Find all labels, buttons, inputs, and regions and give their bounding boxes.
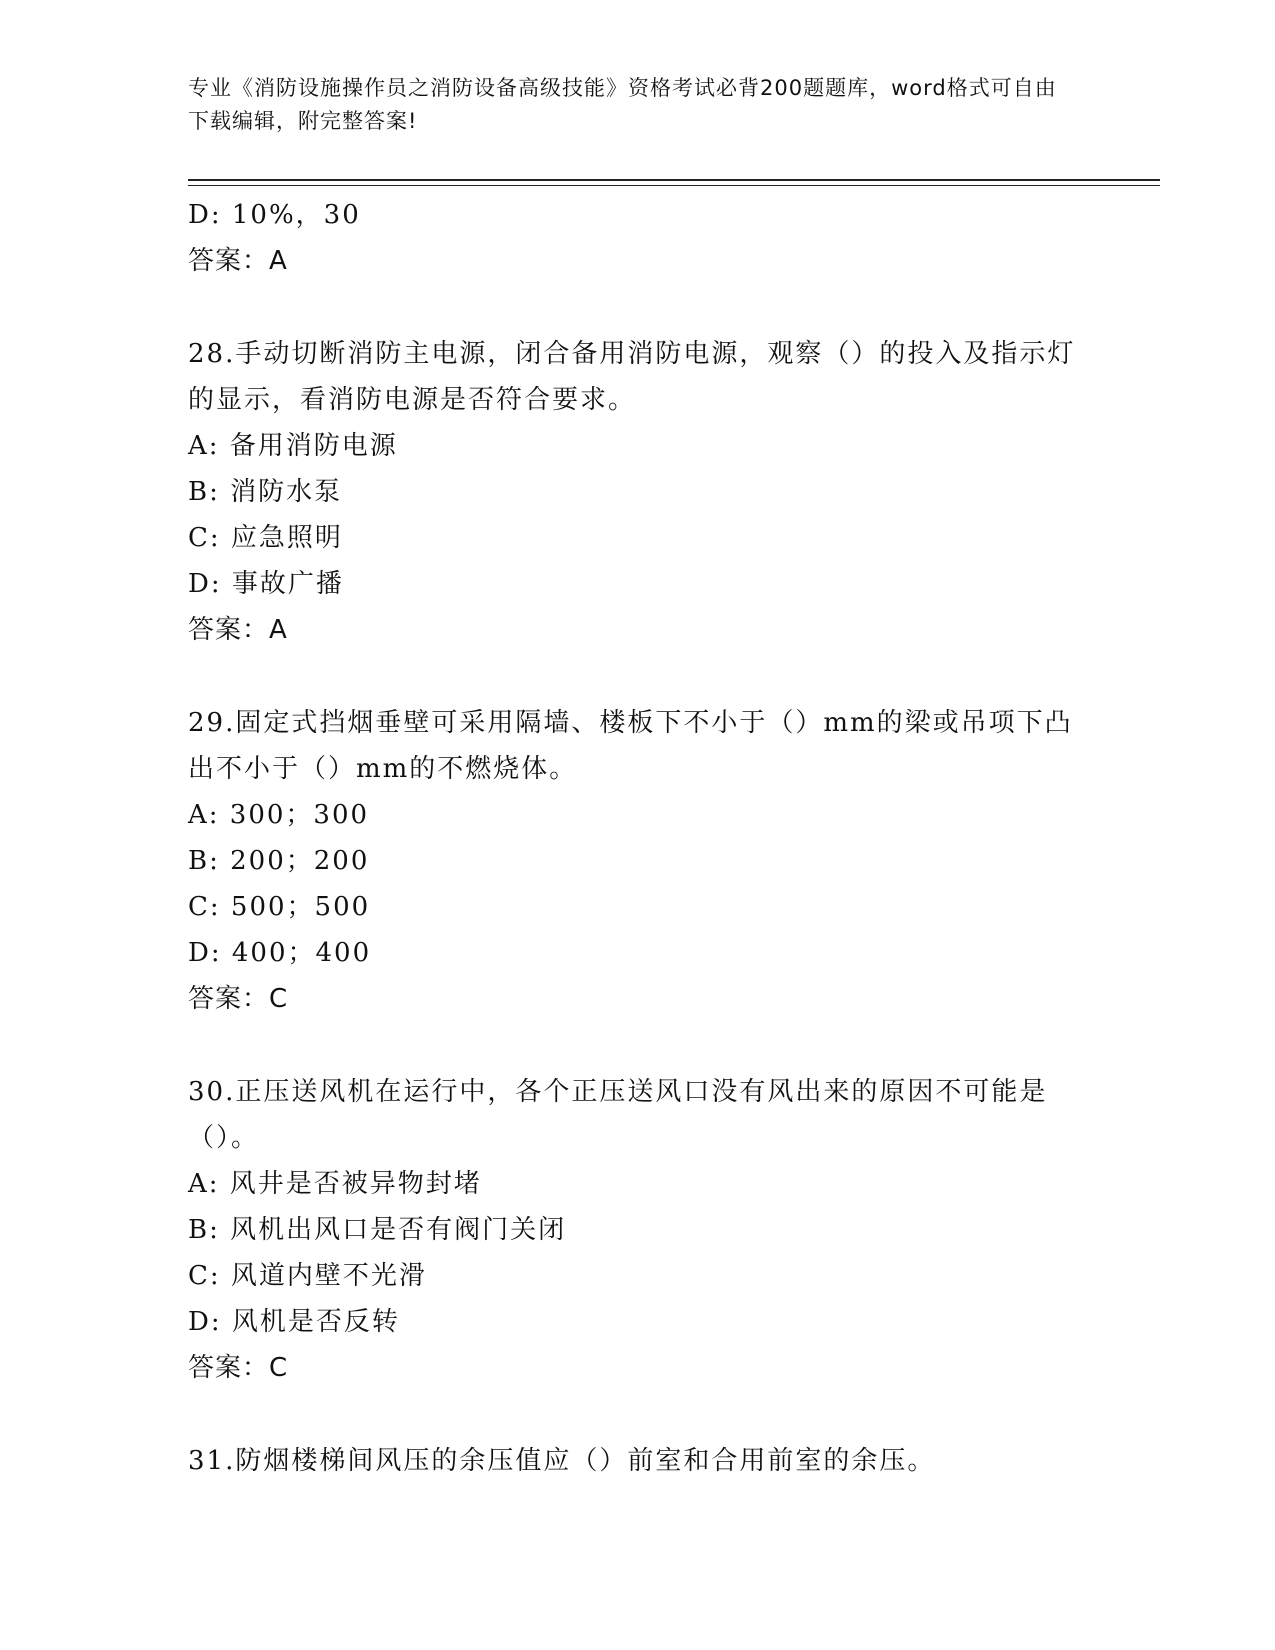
option-d: D: 风机是否反转 [188,1307,400,1337]
option-c: C: 500；500 [188,892,371,922]
option-a: A: 风井是否被异物封堵 [188,1169,482,1199]
page-header: 专业《消防设施操作员之消防设备高级技能》资格考试必背200题题库，word格式可自由下载编辑，附完整答案! [188,76,1057,133]
option-a: A: 备用消防电源 [188,431,398,461]
option-a: A: 300；300 [188,800,370,830]
option-b: B: 消防水泵 [188,477,343,507]
question-29 [188,700,1088,1022]
question-stem: 30.正压送风机在运行中，各个正压送风口没有风出来的原因不可能是（）。 [188,1077,1048,1153]
answer-line: 答案：A [188,246,288,276]
option-d: D: 400；400 [188,938,372,968]
question-27-tail [188,192,1088,284]
option-d: D: 10%，30 [188,200,361,230]
answer-line: 答案：C [188,984,289,1014]
option-c: C: 应急照明 [188,523,343,553]
option-b: B: 200；200 [188,846,370,876]
question-stem: 28.手动切断消防主电源，闭合备用消防电源，观察（）的投入及指示灯的显示，看消防电源是否符合要求。 [188,339,1076,415]
answer-line: 答案：A [188,615,288,645]
header-divider [188,179,1160,181]
question-31 [188,1438,1088,1484]
question-28 [188,331,1088,653]
option-d: D: 事故广播 [188,569,344,599]
option-b: B: 风机出风口是否有阀门关闭 [188,1215,567,1245]
question-stem: 29.固定式挡烟垂壁可采用隔墙、楼板下不小于（）mm的梁或吊项下凸出不小于（）mm的不燃烧体。 [188,708,1073,784]
question-list [188,192,1088,1484]
answer-line: 答案：C [188,1353,289,1383]
question-stem: 31.防烟楼梯间风压的余压值应（）前室和合用前室的余压。 [188,1446,936,1476]
header-divider-thin [188,185,1160,186]
option-c: C: 风道内壁不光滑 [188,1261,427,1291]
question-30 [188,1069,1088,1391]
